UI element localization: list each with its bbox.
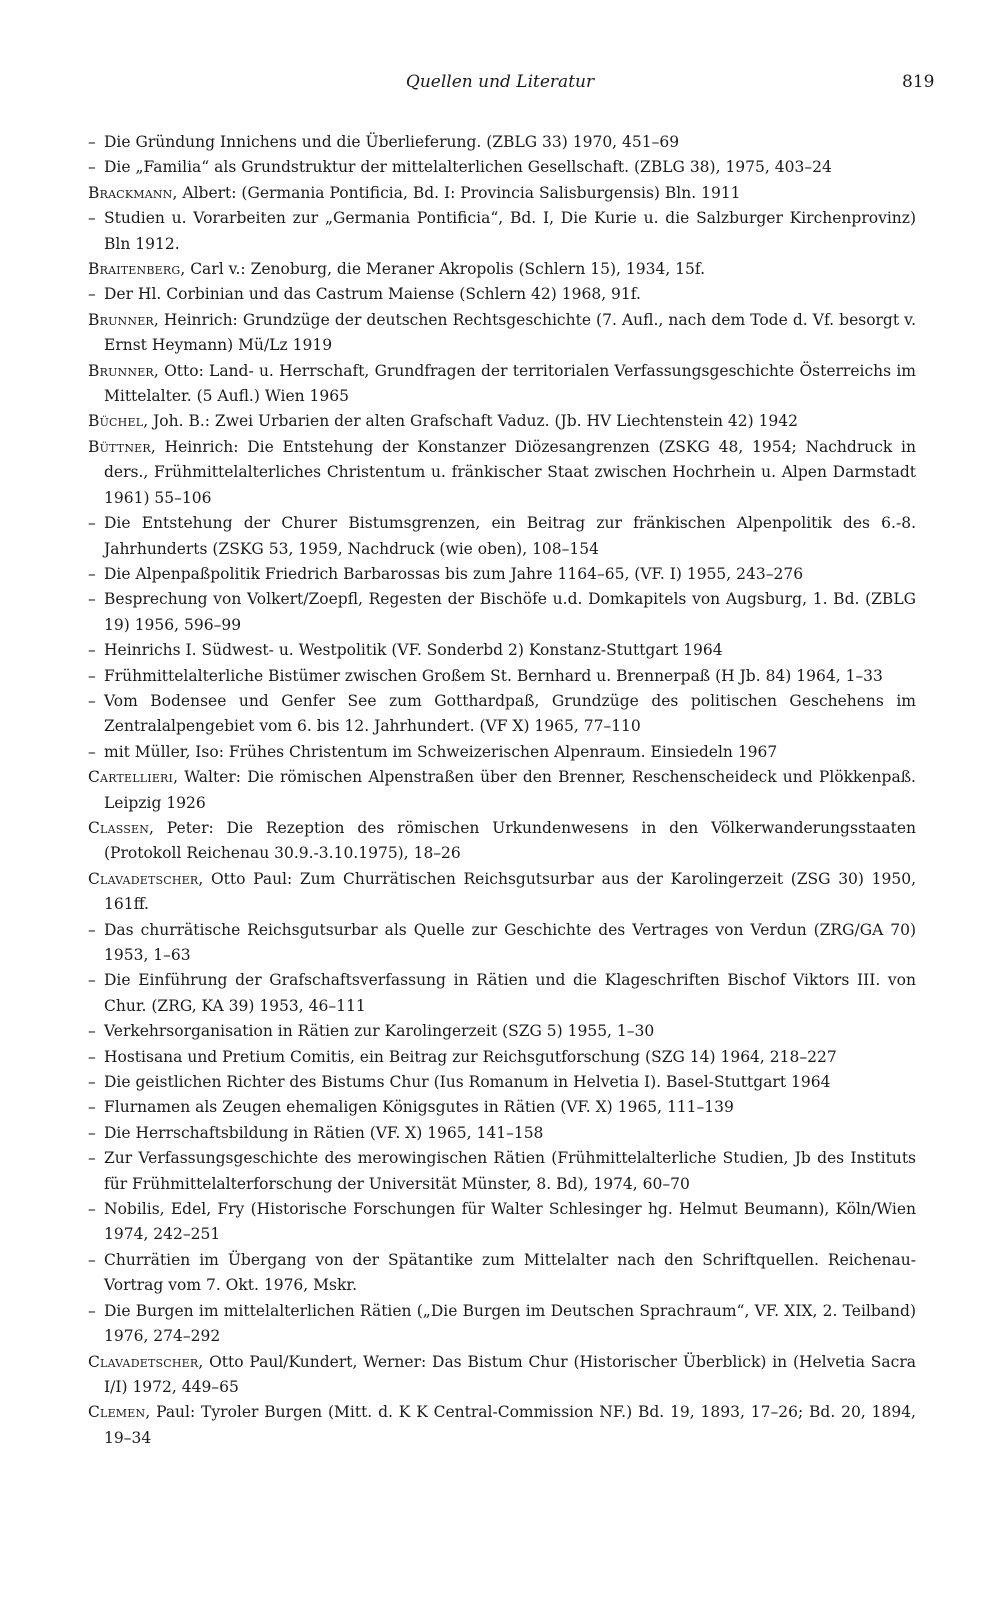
entry-text: Hostisana und Pretium Comitis, ein Beitrag zur Reichsgutforschung (SZG 14) 1964, 218–227 (104, 1047, 837, 1066)
bibliography-entry (88, 155, 916, 180)
entry-text: , Heinrich: Die Entstehung der Konstanzer Diözesangrenzen (ZSKG 48, 1954; Nachdruck in ders., Frühmittelalterliches Christentum u. fränkischer Staat zwischen Hochrhein u. Alpen Darmstadt 1961) 55–106 (104, 437, 916, 507)
continuation-dash: – (88, 1098, 96, 1117)
bibliography-entry (88, 308, 916, 359)
continuation-dash: – (88, 742, 96, 761)
bibliography-entry (88, 1299, 916, 1350)
entry-text: Die Entstehung der Churer Bistumsgrenzen, ein Beitrag zur fränkischen Alpenpolitik des 6.-8. Jahrhunderts (ZSKG 53, 1959, Nachdruck (wie oben), 108–154 (104, 514, 916, 558)
entry-text: , Otto Paul: Zum Churrätischen Reichsgutsurbar aus der Karolingerzeit (ZSG 30) 1950, 161ff. (104, 869, 916, 914)
entry-text: Verkehrsorganisation in Rätien zur Karolingerzeit (SZG 5) 1955, 1–30 (104, 1022, 655, 1041)
bibliography-entry (88, 257, 916, 282)
entry-author: Brunner (88, 310, 154, 329)
continuation-dash: – (88, 1047, 96, 1066)
bibliography-entry (88, 409, 916, 434)
bibliography-entry (88, 1070, 916, 1095)
continuation-dash: – (88, 285, 96, 304)
continuation-dash: – (88, 1200, 96, 1219)
bibliography-entry (88, 1121, 916, 1146)
bibliography-list (88, 130, 916, 1451)
entry-text: Studien u. Vorarbeiten zur „Germania Pontificia“, Bd. I, Die Kurie u. die Salzburger Kirchenprovinz) Bln 1912. (104, 209, 916, 253)
bibliography-entry (88, 1248, 916, 1299)
entry-text: Besprechung von Volkert/Zoepfl, Regesten der Bischöfe u.d. Domkapitels von Augsburg, 1. Bd. (ZBLG 19) 1956, 596–99 (104, 590, 916, 634)
entry-text: Vom Bodensee und Genfer See zum Gotthardpaß, Grundzüge des politischen Geschehens im Zentralalpengebiet vom 6. bis 12. Jahrhundert. (VF X) 1965, 77–110 (104, 691, 916, 736)
bibliography-entry (88, 1146, 916, 1197)
bibliography-entry (88, 1350, 916, 1401)
bibliography-entry (88, 359, 916, 410)
entry-author: Classen (88, 818, 150, 837)
entry-author: Büchel (88, 412, 144, 431)
bibliography-entry (88, 689, 916, 740)
continuation-dash: – (88, 971, 96, 990)
bibliography-entry (88, 130, 916, 155)
bibliography-entry (88, 918, 916, 969)
continuation-dash: – (88, 1022, 96, 1041)
bibliography-entry (88, 587, 916, 638)
continuation-dash: – (88, 514, 96, 533)
entry-text: Flurnamen als Zeugen ehemaligen Königsgutes in Rätien (VF. X) 1965, 111–139 (104, 1098, 734, 1117)
entry-text: mit Müller, Iso: Frühes Christentum im Schweizerischen Alpenraum. Einsiedeln 1967 (104, 742, 778, 761)
bibliography-entry (88, 511, 916, 562)
continuation-dash: – (88, 133, 96, 151)
entry-text: Heinrichs I. Südwest- u. Westpolitik (VF. Sonderbd 2) Konstanz-Stuttgart 1964 (104, 641, 723, 660)
running-header-title: Quellen und Literatur (405, 72, 595, 92)
entry-author: Clavadetscher (88, 869, 199, 888)
bibliography-entry (88, 740, 916, 765)
continuation-dash: – (88, 666, 96, 685)
entry-text: , Otto Paul/Kundert, Werner: Das Bistum Chur (Historischer Überblick) in (Helvetia Sacra I/I) 1972, 449–65 (104, 1352, 916, 1396)
continuation-dash: – (88, 691, 96, 710)
entry-author: Brackmann (88, 183, 173, 202)
continuation-dash: – (88, 590, 96, 609)
bibliography-entry (88, 1019, 916, 1044)
entry-text: , Albert: (Germania Pontificia, Bd. I: Provincia Salisburgensis) Bln. 1911 (172, 183, 741, 202)
bibliography-entry (88, 1197, 916, 1248)
page-number: 819 (902, 72, 935, 92)
entry-text: Nobilis, Edel, Fry (Historische Forschungen für Walter Schlesinger hg. Helmut Beumann), Köln/Wien 1974, 242–251 (104, 1200, 916, 1244)
bibliography-entry (88, 1400, 916, 1451)
bibliography-entry (88, 1095, 916, 1120)
continuation-dash: – (88, 209, 96, 228)
entry-text: , Walter: Die römischen Alpenstraßen über den Brenner, Reschenscheideck und Plökkenpaß. Leipzig 1926 (104, 768, 916, 812)
entry-text: Churrätien im Übergang von der Spätantike zum Mittelalter nach den Schriftquellen. Reichenau-Vortrag vom 7. Okt. 1976, Mskr. (104, 1250, 916, 1295)
entry-author: Braitenberg (88, 260, 181, 279)
bibliography-entry (88, 181, 916, 206)
bibliography-entry (88, 664, 916, 689)
bibliography-entry (88, 562, 916, 587)
continuation-dash: – (88, 641, 96, 660)
continuation-dash: – (88, 564, 96, 583)
continuation-dash: – (88, 1073, 96, 1092)
bibliography-entry (88, 968, 916, 1019)
entry-text: , Peter: Die Rezeption des römischen Urkundenwesens in den Völkerwanderungsstaaten (Protokoll Reichenau 30.9.-3.10.1975), 18–26 (104, 818, 916, 863)
entry-text: , Joh. B.: Zwei Urbarien der alten Grafschaft Vaduz. (Jb. HV Liechtenstein 42) 1942 (143, 412, 799, 431)
entry-author: Cartellieri (88, 768, 174, 787)
bibliography-entry (88, 1045, 916, 1070)
entry-text: , Paul: Tyroler Burgen (Mitt. d. K K Central-Commission NF.) Bd. 19, 1893, 17–26; Bd. 20, 1894, 19–34 (104, 1403, 916, 1447)
entry-author: Clavadetscher (88, 1352, 199, 1371)
entry-text: , Carl v.: Zenoburg, die Meraner Akropolis (Schlern 15), 1934, 15f. (180, 260, 706, 279)
entry-author: Büttner (88, 437, 151, 456)
entry-author: Clemen (88, 1403, 146, 1422)
entry-text: Die Alpenpaßpolitik Friedrich Barbarossas bis zum Jahre 1164–65, (VF. I) 1955, 243–276 (104, 564, 804, 583)
bibliography-entry (88, 765, 916, 816)
entry-text: , Heinrich: Grundzüge der deutschen Rechtsgeschichte (7. Aufl., nach dem Tode d. Vf. besorgt v. Ernst Heymann) Mü/Lz 1919 (104, 310, 916, 355)
entry-author: Brunner (88, 361, 154, 380)
entry-text: Die Einführung der Grafschaftsverfassung in Rätien und die Klageschriften Bischof Viktors III. von Chur. (ZRG, KA 39) 1953, 46–111 (104, 971, 916, 1015)
continuation-dash: – (88, 1149, 96, 1168)
bibliography-entry (88, 816, 916, 867)
entry-text: Die Herrschaftsbildung in Rätien (VF. X) 1965, 141–158 (104, 1123, 544, 1142)
bibliography-entry (88, 206, 916, 257)
entry-text: Die Gründung Innichens und die Überlieferung. (ZBLG 33) 1970, 451–69 (104, 133, 680, 151)
entry-text: , Otto: Land- u. Herrschaft, Grundfragen der territorialen Verfassungsgeschichte Österreichs im Mittelalter. (5 Aufl.) Wien 1965 (104, 361, 916, 406)
bibliography-entry (88, 638, 916, 663)
continuation-dash: – (88, 1123, 96, 1142)
entry-text: Die „Familia“ als Grundstruktur der mittelalterlichen Gesellschaft. (ZBLG 38), 1975, 403–24 (104, 158, 832, 177)
continuation-dash: – (88, 158, 96, 177)
entry-text: Frühmittelalterliche Bistümer zwischen Großem St. Bernhard u. Brennerpaß (H Jb. 84) 1964, 1–33 (104, 666, 883, 685)
continuation-dash: – (88, 1250, 96, 1269)
bibliography-entry (88, 282, 916, 307)
entry-text: Zur Verfassungsgeschichte des merowingischen Rätien (Frühmittelalterliche Studien, Jb des Instituts für Frühmittelalterforschung der Universität Münster, 8. Bd), 1974, 60–70 (104, 1149, 916, 1193)
entry-text: Die geistlichen Richter des Bistums Chur (Ius Romanum in Helvetia I). Basel-Stuttgart 1964 (104, 1073, 831, 1092)
bibliography-entry (88, 435, 916, 511)
entry-text: Das churrätische Reichsgutsurbar als Quelle zur Geschichte des Vertrages von Verdun (ZRG/GA 70) 1953, 1–63 (104, 920, 916, 964)
bibliography-entry (88, 867, 916, 918)
entry-text: Die Burgen im mittelalterlichen Rätien („Die Burgen im Deutschen Sprachraum“, VF. XIX, 2. Teilband) 1976, 274–292 (104, 1301, 916, 1346)
entry-text: Der Hl. Corbinian und das Castrum Maiense (Schlern 42) 1968, 91f. (104, 285, 641, 304)
continuation-dash: – (88, 1301, 96, 1320)
continuation-dash: – (88, 920, 96, 939)
